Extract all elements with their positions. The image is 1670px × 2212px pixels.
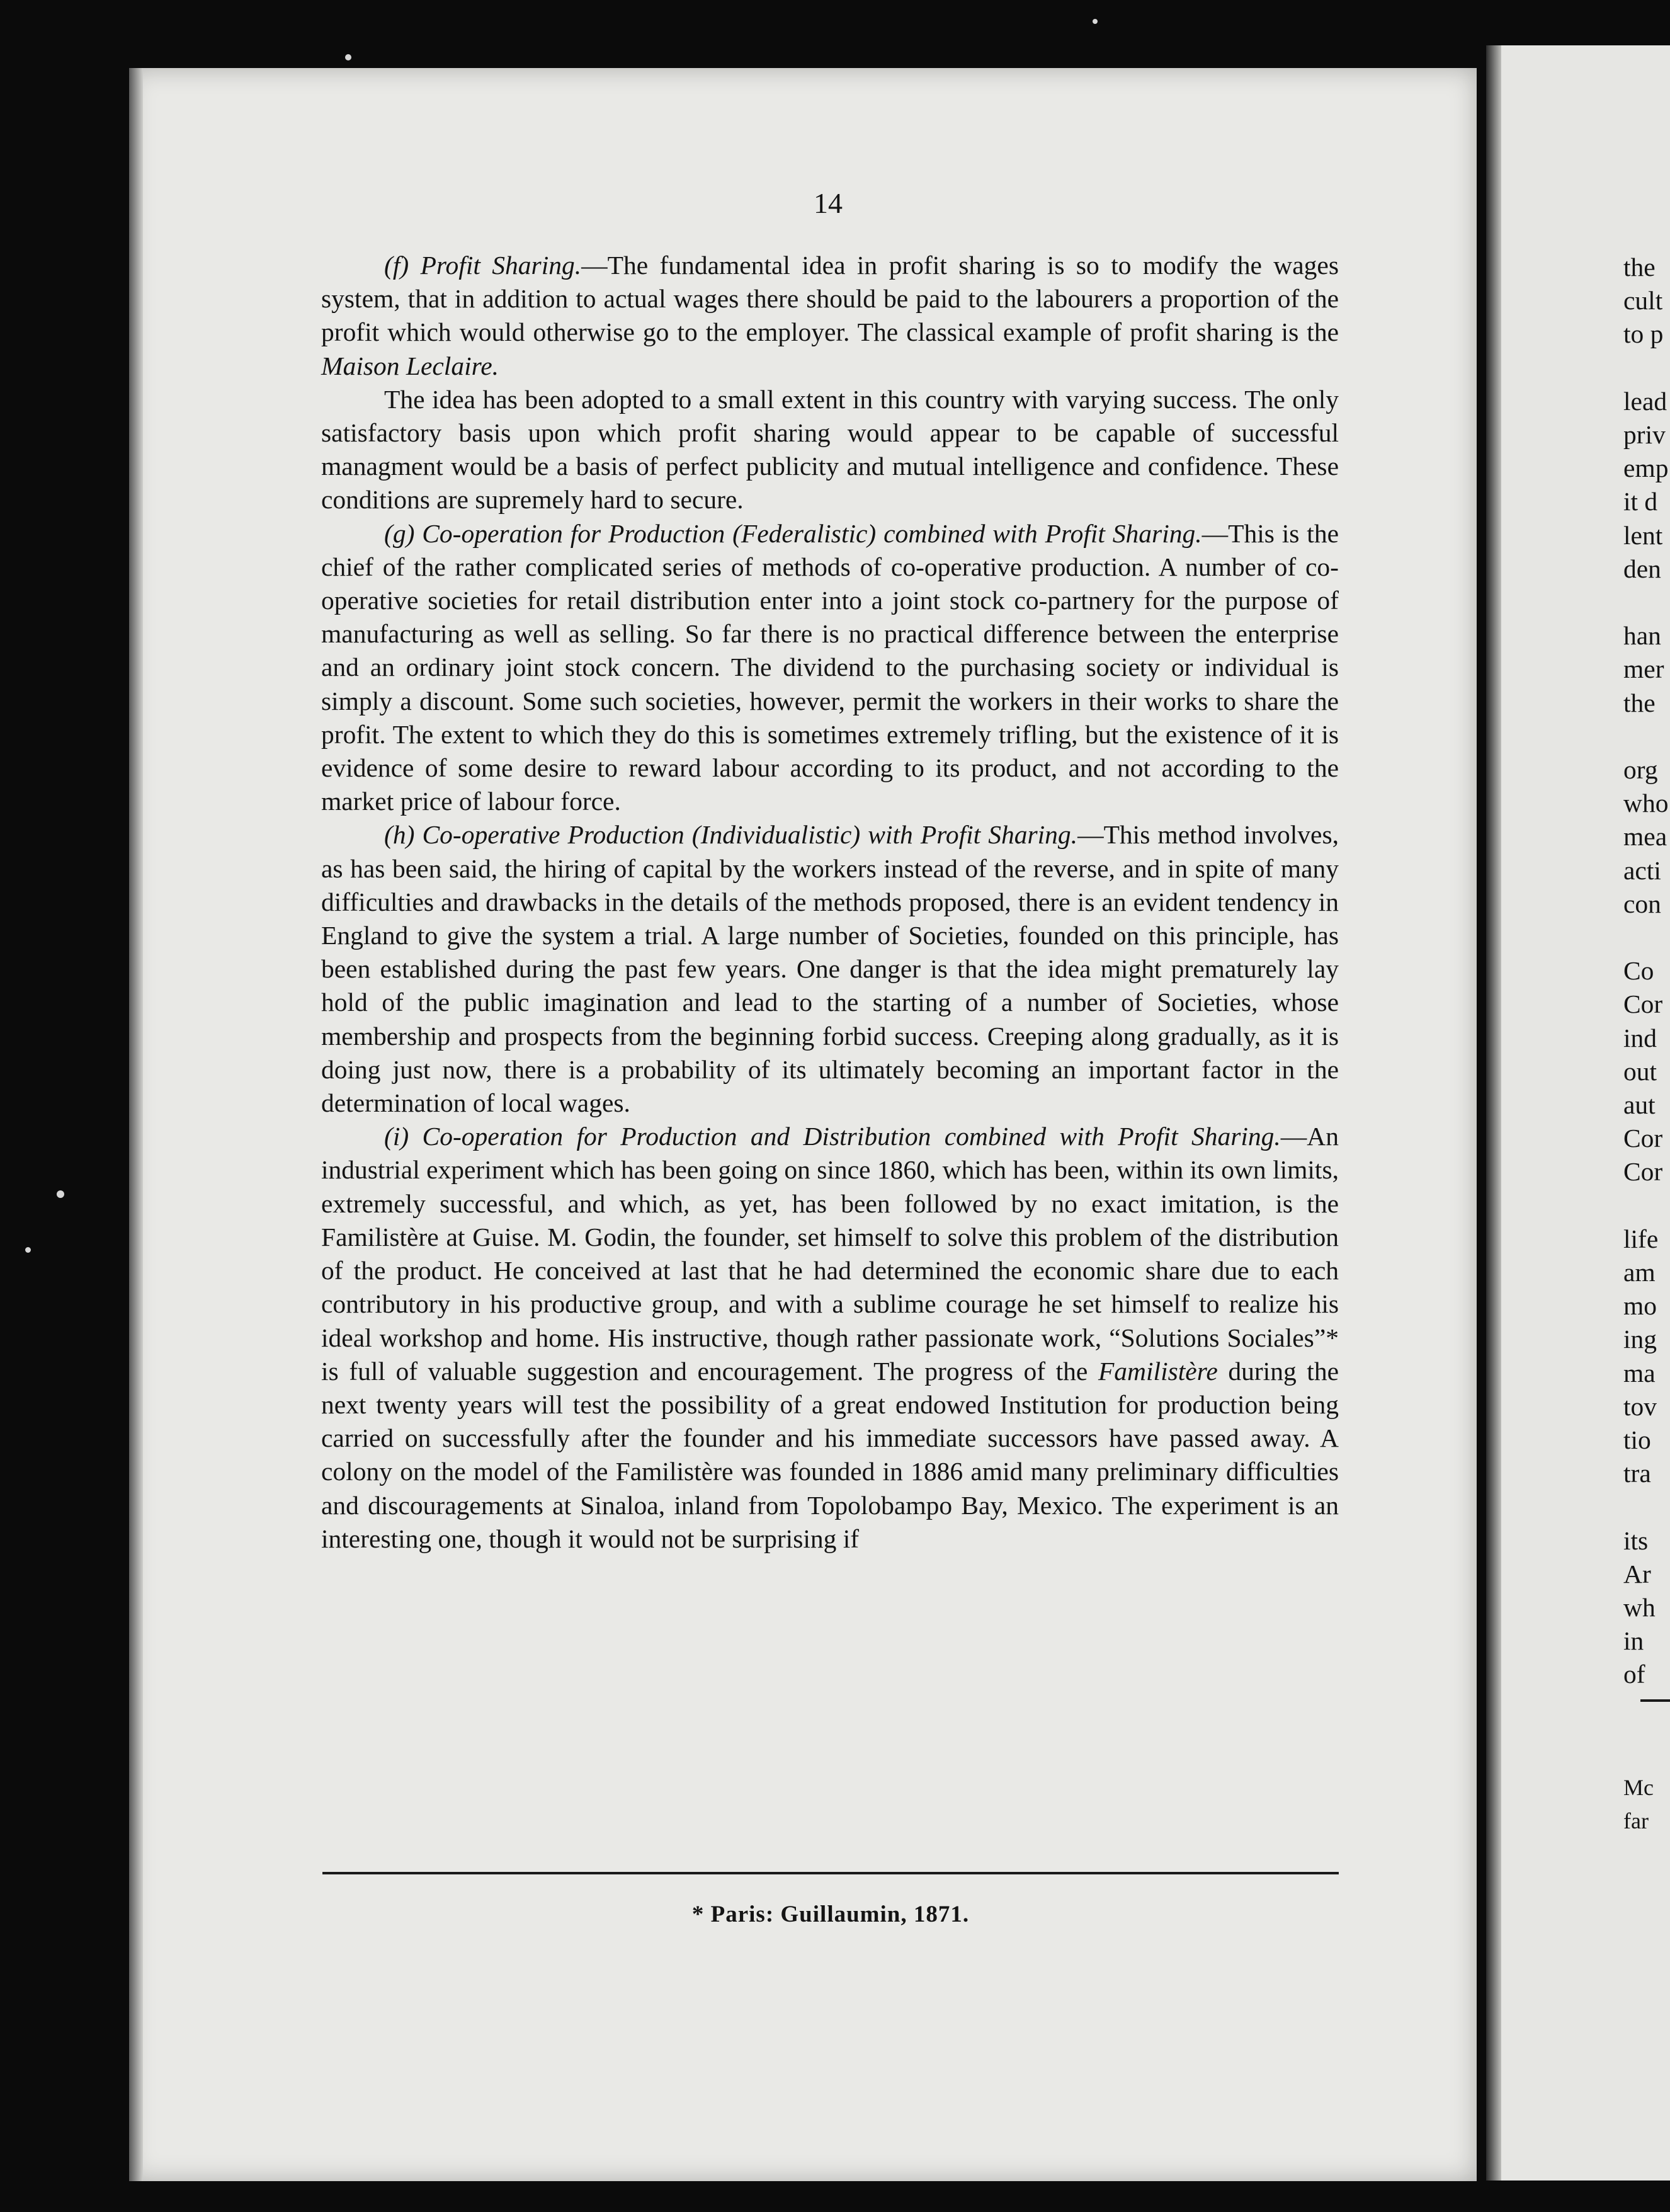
right-page-line: mer — [1623, 654, 1664, 684]
right-page-line: ind — [1623, 1023, 1657, 1052]
right-page-line: emp — [1623, 453, 1669, 483]
right-page-line: Cor — [1623, 989, 1663, 1019]
right-page-line: org — [1623, 755, 1658, 784]
heading-individualistic: (h) Co-operative Production (Individualistic) with Profit Sharing. — [384, 820, 1078, 850]
paragraph-body: —This method involves, as has been said, the hiring of capital by the workers instead of the reverse, and in spite of many difficulties and drawbacks in the details of the methods proposed, there is an evident tendency in England to give the system a trial. A large number of Societies, founded on this principle, has been established during the past few years. One danger is that the idea might prematurely lay hold of the public imagination and lead to the starting of a number of Societies, whose membership and prospects from the beginning forbid success. Creeping along gradually, as it is doing just now, there is a probability of its ultimately becoming an important factor in the determination of local wages. — [321, 820, 1339, 1118]
paragraph-body: —The fundamental idea in profit sharing is so to modify the wages system, that in addition to actual wages there should be paid to the labourers a proportion of the profit which would otherwise go to the employer. The classical example of profit sharing is the — [321, 251, 1339, 347]
right-page-line: Mc — [1623, 1775, 1654, 1800]
right-page-line: who — [1623, 789, 1669, 818]
heading-profit-sharing: (f) Profit Sharing. — [384, 251, 582, 280]
right-page-line: ing — [1623, 1325, 1657, 1354]
right-page-line: tio — [1623, 1425, 1651, 1454]
body-text — [321, 249, 1339, 1556]
right-page-line: Ar — [1623, 1559, 1651, 1588]
right-page-line: am — [1623, 1258, 1656, 1287]
footnote-rule — [322, 1872, 1339, 1874]
page-binding-edge — [129, 68, 143, 2181]
page-number: 14 — [814, 187, 843, 219]
paragraph-profit-sharing — [321, 249, 1339, 383]
footnote: * Paris: Guillaumin, 1871. — [691, 1901, 970, 1927]
right-page-line: Cor — [1623, 1157, 1663, 1187]
right-page-line: the — [1623, 253, 1656, 282]
right-page-line: priv — [1623, 420, 1666, 449]
right-page-line: its — [1623, 1525, 1649, 1555]
right-page-line: the — [1623, 688, 1656, 717]
paragraph-idea-adopted: The idea has been adopted to a small extent in this country with varying success. The only satisfactory basis upon which profit sharing would appear to be capable of successful managment would be a basis of perfect publicity and mutual intelligence and confidence. These conditions are supremely hard to secure. — [321, 384, 1339, 515]
right-page-footnote-rule — [1640, 1699, 1670, 1702]
right-page-line: mo — [1623, 1291, 1657, 1321]
right-page-line: acti — [1623, 855, 1661, 885]
right-page-line: Co — [1623, 956, 1654, 986]
right-page-line: to p — [1623, 319, 1664, 349]
right-page-line: mea — [1623, 822, 1667, 852]
right-page-line: den — [1623, 554, 1661, 583]
right-page-line: wh — [1623, 1593, 1656, 1622]
right-page-line: cult — [1623, 286, 1663, 316]
right-page-gutter — [1486, 45, 1501, 2181]
right-page-line: ma — [1623, 1358, 1656, 1388]
right-page-line: far — [1623, 1808, 1649, 1834]
scan-speck — [25, 1247, 31, 1253]
paragraph-body-tail: during the next twenty years will test the possibility of a great endowed Institution for production being carried on successfully after the founder and his immediate successors have passed away. A colony on the model of the Familistère was founded in 1886 amid many preliminary difficulties and discouragements at Sinaloa, inland from Topolobampo Bay, Mexico. The experiment is an interesting one, though it would not be surprising if — [321, 1356, 1339, 1553]
paragraph-body: —This is the chief of the rather complicated series of methods of co-operative production. A number of co-operative societies for retail distribution enter into a joint stock co-partnery for the purpose of manufacturing as well as selling. So far there is no practical difference between the enterprise and an ordinary joint stock concern. The dividend to the purchasing society or individual is simply a discount. Some such societies, however, permit the workers in their works to share the profit. The extent to which they do this is sometimes extremely trifling, but the existence of it is evidence of some desire to reward labour according to its product, and not according to the market price of labour force. — [321, 518, 1339, 816]
right-page-line: aut — [1623, 1090, 1656, 1119]
heading-federalistic: (g) Co-operation for Production (Federalistic) combined with Profit Sharing. — [384, 518, 1202, 548]
scan-speck — [1093, 19, 1098, 24]
right-page-line: out — [1623, 1056, 1657, 1086]
scan-speck — [57, 1190, 64, 1198]
right-page-line: lent — [1623, 520, 1663, 550]
familistere-italic: Familistère — [1098, 1356, 1218, 1386]
paragraph-individualistic — [321, 818, 1339, 1120]
paragraph-production-distribution — [321, 1120, 1339, 1556]
right-page-line: tov — [1623, 1391, 1657, 1421]
right-page-line: Cor — [1623, 1124, 1663, 1153]
right-page-line: life — [1623, 1224, 1659, 1253]
maison-leclaire: Maison Leclaire. — [321, 351, 499, 380]
right-page-line: con — [1623, 889, 1661, 918]
right-page-line: of — [1623, 1660, 1645, 1689]
right-page-line: lead — [1623, 386, 1667, 416]
right-page-line: it d — [1623, 487, 1658, 516]
paragraph-federalistic — [321, 517, 1339, 819]
scan-speck — [345, 54, 351, 60]
paragraph-body: —An industrial experiment which has been going on since 1860, which has been, within its own limits, extremely successful, and which, as yet, has been followed by no exact imitation, is the Familistère at Guise. M. Godin, the founder, set himself to solve this problem of the distribution of the product. He conceived at last that he had determined the economic share due to each contributory in his productive group, and with a sublime courage he set himself to realize his ideal workshop and home. His instructive, though rather passionate work, “Solutions Sociales”* is full of valuable suggestion and encouragement. The progress of the — [321, 1122, 1339, 1386]
right-page-line: in — [1623, 1626, 1644, 1656]
right-page-line: han — [1623, 621, 1661, 651]
right-page-line: tra — [1623, 1459, 1651, 1488]
heading-production-distribution: (i) Co-operation for Production and Distribution combined with Profit Sharing. — [384, 1122, 1281, 1151]
